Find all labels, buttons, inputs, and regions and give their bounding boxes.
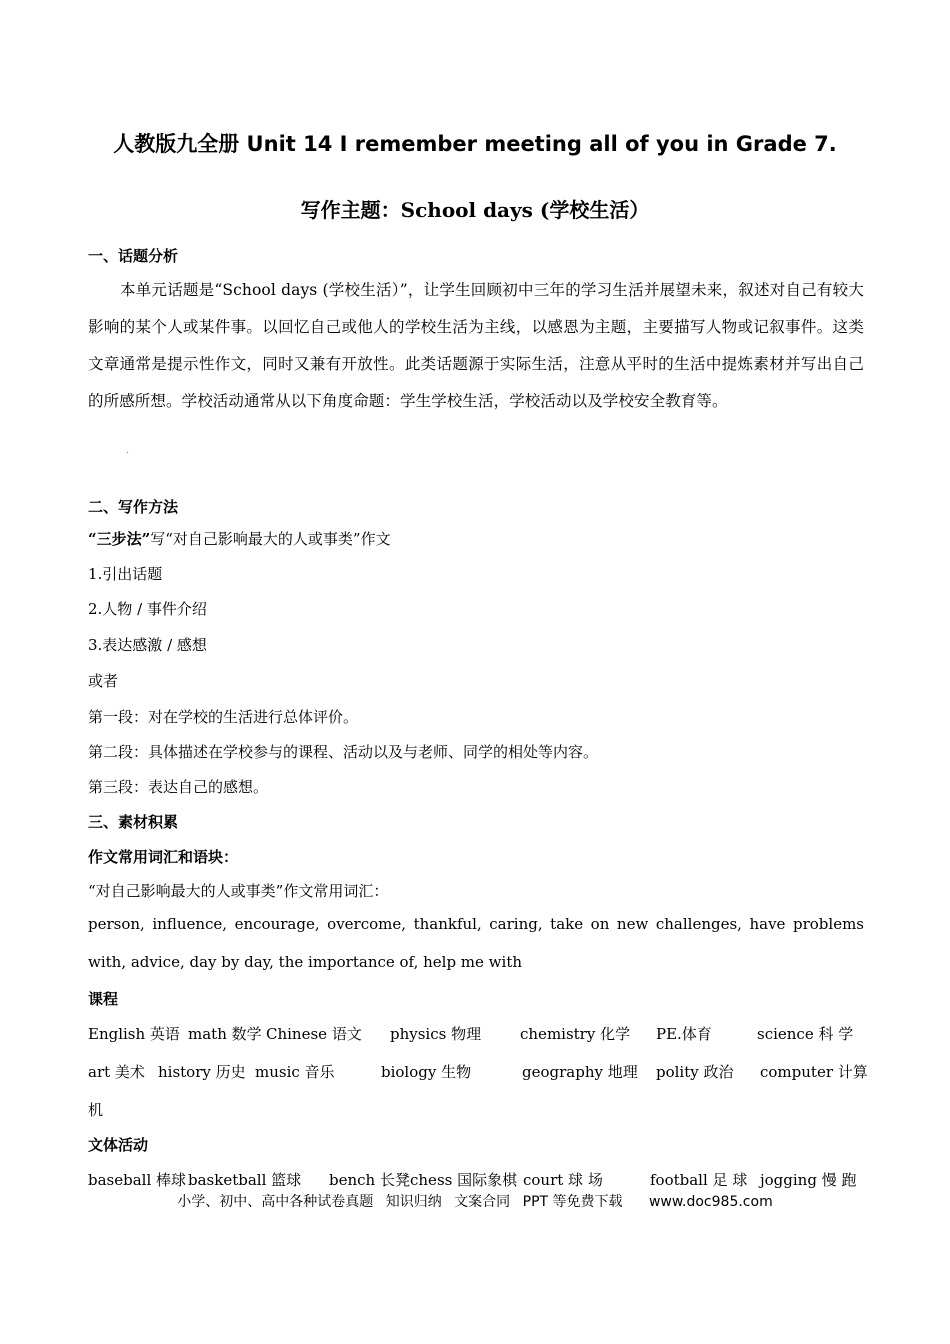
page-title: 人教版九全册 Unit 14 I remember meeting all of you in Grade 7. (113, 132, 837, 156)
method-bold: “三步法” (88, 530, 151, 548)
course-item: music 音乐 (255, 1063, 335, 1081)
course-item: PE.体育 (656, 1025, 712, 1043)
paragraph-plan: 第一段：对在学校的生活进行总体评价。 (88, 708, 359, 726)
course-item: geography 地理 (522, 1063, 638, 1081)
section3-heading: 三、素材积累 (88, 813, 179, 831)
activity-item: football 足 球 (650, 1171, 748, 1189)
method-line (88, 528, 391, 549)
activity-item: baseball 棒球 (88, 1171, 187, 1189)
courses-heading: 课程 (88, 990, 119, 1008)
course-wrap: 机 (88, 1101, 104, 1119)
page-footer (0, 1191, 950, 1211)
activity-item: basketball 篮球 (188, 1171, 302, 1189)
step-item: 2.人物 / 事件介绍 (88, 600, 207, 618)
course-item: polity 政治 (656, 1063, 734, 1081)
method-rest: 写“对自己影响最大的人或事类”作文 (150, 530, 391, 548)
course-item: science 科 学 (757, 1025, 854, 1043)
section3-subheading: 作文常用词汇和语块： (88, 848, 239, 866)
course-item: art 美术 (88, 1063, 145, 1081)
page-subtitle: 写作主题：School days (学校生活） (300, 198, 650, 222)
course-item: chemistry 化学 (520, 1025, 631, 1043)
activity-item: bench 长凳 (329, 1171, 410, 1189)
footer-item: PPT 等免费下载 (522, 1194, 623, 1210)
paragraph-mark: · (126, 448, 130, 459)
course-item: English 英语 (88, 1025, 180, 1043)
footer-item: 文案合同 (454, 1194, 511, 1210)
vocab-intro: “对自己影响最大的人或事类”作文常用词汇： (88, 882, 389, 900)
course-item: math 数学 (188, 1025, 262, 1043)
section1-heading: 一、话题分析 (88, 247, 179, 265)
vocab-text: person, influence, encourage, overcome, thankful, caring, take on new challenges, have problems with, advice, day by day, the importance of, help me with (88, 915, 864, 971)
footer-link[interactable]: www.doc985.com (648, 1194, 773, 1210)
or-text: 或者 (88, 672, 119, 690)
activity-item: court 球 场 (523, 1171, 603, 1189)
footer-item: 小学、初中、高中各种试卷真题 (177, 1194, 374, 1210)
step-item: 3.表达感激 / 感想 (88, 636, 207, 654)
course-item: biology 生物 (381, 1063, 472, 1081)
footer-item: 知识归纳 (385, 1194, 442, 1210)
course-item: physics 物理 (390, 1025, 482, 1043)
activity-item: jogging 慢 跑 (760, 1171, 857, 1189)
activity-item: chess 国际象棋 (410, 1171, 518, 1189)
paragraph-plan: 第二段：具体描述在学校参与的课程、活动以及与老师、同学的相处等内容。 (88, 743, 599, 761)
course-item: computer 计算 (760, 1063, 868, 1081)
activities-heading: 文体活动 (88, 1136, 149, 1154)
paragraph-plan: 第三段：表达自己的感想。 (88, 778, 269, 796)
course-item: Chinese 语文 (266, 1025, 362, 1043)
section2-heading: 二、写作方法 (88, 498, 179, 516)
step-item: 1.引出话题 (88, 565, 163, 583)
course-item: history 历史 (158, 1063, 246, 1081)
section1-paragraph: 本单元话题是“School days (学校生活）”，让学生回顾初中三年的学习生活并展望未来，叙述对自己有较大影响的某个人或某件事。以回忆自己或他人的学校生活为主线，以感恩为主题，主要描写人物或记叙事件。这类文章通常是提示性作文，同时又兼有开放性。此类话题源于实际生活，注意从平时的生活中提炼素材并写出自己的所感所想。学校活动通常从以下角度命题：学生学校生活，学校活动以及学校安全教育等。 (88, 281, 864, 410)
